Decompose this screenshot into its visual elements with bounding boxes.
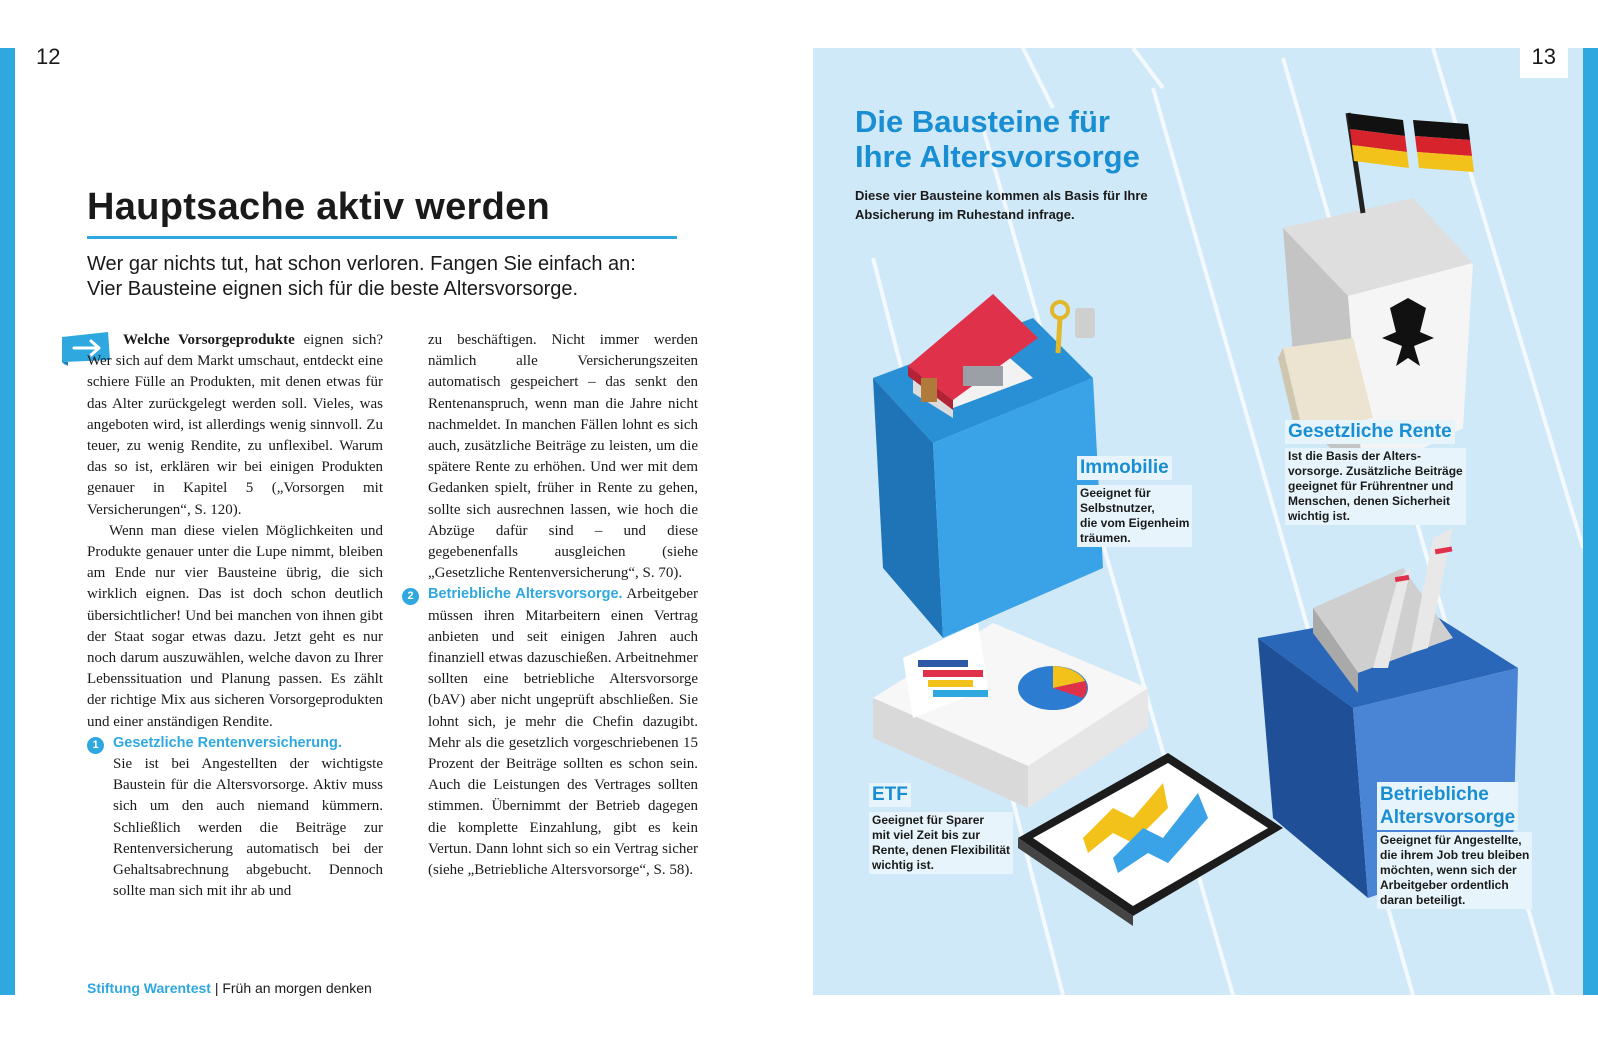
documents-chart-icon (873, 623, 1148, 808)
rente-heading: Gesetzliche Rente (1285, 420, 1455, 444)
immobilie-line-2: Selbstnutzer, (1080, 501, 1155, 515)
paragraph-1-text: eignen sich? Wer sich auf dem Markt umschaut, entdeckt eine schiere Fülle an Produkten, mit denen etwas für das Alter zurückgelegt werden soll. Vieles, was angeboten wird, ist allerdings wenig sinnvoll. Zu teuer, zu wenig Rendite, zu unflexibel. Warum das so ist, erklären wir bei einigen Produkten genauer in Kapitel 5 („Vorsorgen mit Versicherungen“, S. 120). (87, 332, 384, 518)
bav-text (1377, 832, 1532, 909)
paragraph-1 (87, 330, 383, 521)
bav-heading-line-2: Altersvorsorge (1380, 807, 1516, 828)
etf-text (869, 812, 1013, 874)
item-2-heading-text: Betriebliche Altersvorsorge. (428, 586, 623, 603)
rente-line-3: geeignet für Frührentner und (1288, 479, 1454, 493)
etf-line-2: mit viel Zeit bis zur (872, 828, 981, 842)
item-2-number-badge: 2 (402, 588, 419, 605)
item-2 (407, 584, 698, 881)
text-column-1 (87, 330, 383, 902)
bav-line-5: daran beteiligt. (1380, 893, 1466, 907)
page-title: Hauptsache aktiv werden (87, 186, 551, 228)
immobilie-line-4: träumen. (1080, 531, 1131, 545)
lead-line-2: Vier Bausteine eignen sich für die beste Altersvorsorge. (87, 278, 579, 300)
rente-line-4: Menschen, denen Sicherheit (1288, 494, 1451, 508)
title-underline (87, 236, 677, 239)
illustration-subtitle-line-1: Diese vier Bausteine kommen als Basis für Ihre (855, 188, 1148, 203)
illustration-subtitle (855, 186, 1185, 224)
bav-heading-line-1: Betriebliche (1380, 784, 1489, 805)
illustration-title (855, 104, 1140, 174)
item-1-heading (92, 734, 342, 751)
item-1 (92, 733, 383, 903)
lead-line-1: Wer gar nichts tut, hat schon verloren. Fangen Sie einfach an: (87, 253, 636, 275)
etf-heading: ETF (869, 783, 911, 807)
paragraph-1-lead: Welche Vorsorgeprodukte (123, 332, 295, 348)
immobilie-text (1077, 485, 1192, 547)
illustration-panel (813, 48, 1583, 995)
footer-book-title: Früh an morgen denken (222, 980, 372, 996)
text-column-2 (407, 330, 698, 881)
page-number-left: 12 (36, 44, 61, 69)
immobilie-heading: Immobilie (1077, 456, 1172, 480)
rente-line-2: vorsorge. Zusätzliche Beiträge (1288, 464, 1463, 478)
immobilie-line-3: die vom Eigenheim (1080, 516, 1190, 530)
page-number-right: 13 (1520, 36, 1568, 78)
footer-brand: Stiftung Warentest (87, 980, 211, 996)
rente-line-5: wichtig ist. (1288, 509, 1351, 523)
bav-heading (1377, 782, 1518, 830)
bav-line-3: möchten, wenn sich der (1380, 863, 1517, 877)
paragraph-3: zu beschäftigen. Nicht immer werden nämlich alle Versicherungszeiten automatisch gespeichert – das senkt den Rentenanspruch, wenn man die Jahre nicht nachmeldet. In manchen Fällen lohnt es sich auch, zusätzliche Beiträge zu leisten, um die spätere Rente zu erhöhen. Und wer mit dem Gedanken spielt, früher in Rente zu gehen, sollte sich ausrechnen lassen, wie hoch die Abzüge dafür sind – und diese gegebenenfalls ausgleichen (siehe „Gesetzliche Rentenversicherung“, S. 70). (428, 332, 698, 582)
item-2-text: Arbeitgeber müssen ihren Mitarbeitern einen Vertrag anbieten und seit einigen Jahren auch finanziell etwas dazuschießen. Arbeitnehmer sollten eine betriebliche Altersvorsorge (bAV) aber nicht ungeprüft abschließen. Sie lohnt sich, je mehr die Chefin dazugibt. Mehr als die gesetzlich vorgeschriebenen 15 Prozent der Beiträge sollten es schon sein. Auch die Leistungen des Vertrages sollten stimmen. Übernimmt der Betrieb dagegen die komplette Einzahlung, gibt es kein Vertun. Dann lohnt sich so ein Vertrag sicher (siehe „Betriebliche Altersvorsorge“, S. 58). (428, 586, 698, 879)
illustration-subtitle-line-2: Absicherung im Ruhestand infrage. (855, 207, 1075, 222)
illustration-title-line-2: Ihre Altersvorsorge (855, 139, 1140, 174)
footer-separator: | (214, 980, 219, 996)
etf-line-4: wichtig ist. (872, 858, 935, 872)
rente-text (1285, 448, 1466, 525)
bav-line-1: Geeignet für Angestellte, (1380, 833, 1522, 847)
bav-line-2: die ihrem Job treu bleiben (1380, 848, 1530, 862)
illustration-title-line-1: Die Bausteine für (855, 104, 1110, 139)
right-edge-bar (1583, 48, 1598, 995)
rente-line-1: Ist die Basis der Alters- (1288, 449, 1421, 463)
item-1-heading-text: Gesetzliche Rentenversicherung. (113, 734, 342, 751)
etf-line-1: Geeignet für Sparer (872, 813, 985, 827)
etf-line-3: Rente, denen Flexibilität (872, 843, 1011, 857)
lead-text (87, 252, 707, 302)
paragraph-2: Wenn man diese vielen Möglichkeiten und Produkte genauer unter die Lupe nimmt, bleiben am Ende nur vier Bausteine übrig, die sich wirklich eignen. Das ist doch schon deutlich übersichtlicher! Und bei manchen von ihnen gibt der Staat sogar etwas dazu. Jetzt geht es nur noch darum auszuwählen, welche davon zu Ihrer Lebenssituation und Planung passen. Es zählt der richtige Mix aus sicheren Vorsorgeprodukten und einer anständigen Rendite. (87, 522, 383, 730)
bav-line-4: Arbeitgeber ordentlich (1380, 878, 1509, 892)
immobilie-line-1: Geeignet für (1080, 486, 1151, 500)
item-2-heading (407, 586, 623, 603)
footer (87, 980, 372, 996)
item-1-text: Sie ist bei Angestellten der wichtigste Baustein für die Altersvorsorge. Aktiv muss sich um den auch niemand kümmern. Schließlich werden die Beiträge zur Rentenversicherung automatisch bei der Gehaltsabrechnung abgebucht. Dennoch sollte man sich mit ihr ab und (113, 756, 383, 900)
left-edge-bar (0, 48, 15, 995)
house-icon (873, 294, 1103, 638)
item-1-number-badge: 1 (87, 737, 104, 754)
